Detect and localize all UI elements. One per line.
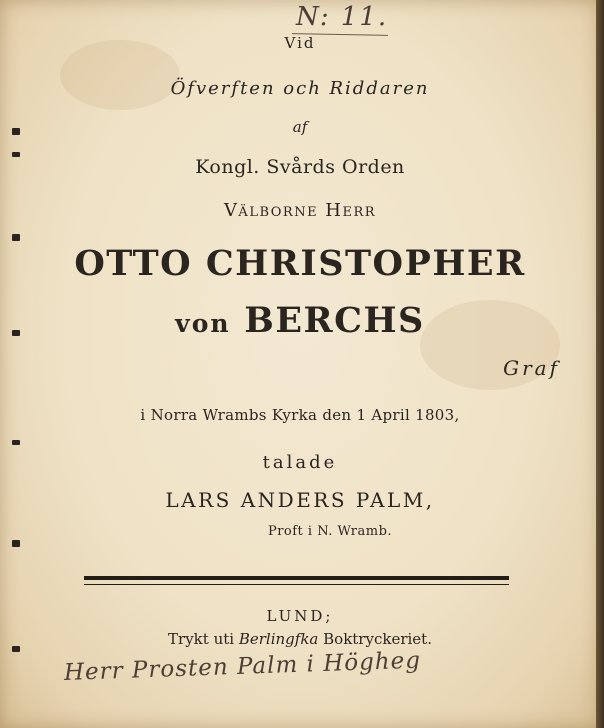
author-name: LARS ANDERS PALM,: [165, 488, 435, 512]
honoree-surname: BERCHS: [244, 300, 425, 341]
honoree-first-names: OTTO CHRISTOPHER: [74, 243, 526, 284]
author-title: Proft i N. Wramb.: [267, 524, 393, 539]
title-line-talade: talade: [262, 452, 338, 473]
imprint-printer-prefix: Trykt uti: [168, 630, 235, 648]
binding-mark: [12, 440, 20, 445]
title-line-order: Kongl. Svårds Orden: [195, 156, 405, 178]
imprint-printer: [0, 630, 600, 648]
honoree-surname-prefix: von: [175, 309, 231, 338]
handwritten-inscription: Herr Prosten Palm i Högheg: [63, 647, 422, 686]
title-line-af: af: [292, 118, 308, 136]
divider-rule: [84, 576, 509, 580]
imprint-printer-suffix: Boktryckeriet.: [323, 630, 432, 648]
divider-rule-thin: [84, 584, 509, 585]
honoree-surname-line: [0, 300, 600, 341]
page-edge: [596, 0, 604, 728]
binding-mark: [12, 234, 20, 241]
title-line-place-date: i Norra Wrambs Kyrka den 1 April 1803,: [140, 406, 460, 424]
imprint-place: LUND;: [266, 607, 334, 625]
imprint-printer-name: Berlingfka: [238, 630, 319, 648]
title-line-vid: Vid: [284, 34, 316, 52]
title-line-ofversten: Öfverften och Riddaren: [170, 78, 430, 99]
title-line-valborne: Välborne Herr: [223, 200, 377, 221]
binding-mark: [12, 540, 20, 547]
title-line-graf: Graf: [503, 356, 560, 380]
handwritten-number: N: 11.: [296, 2, 389, 32]
